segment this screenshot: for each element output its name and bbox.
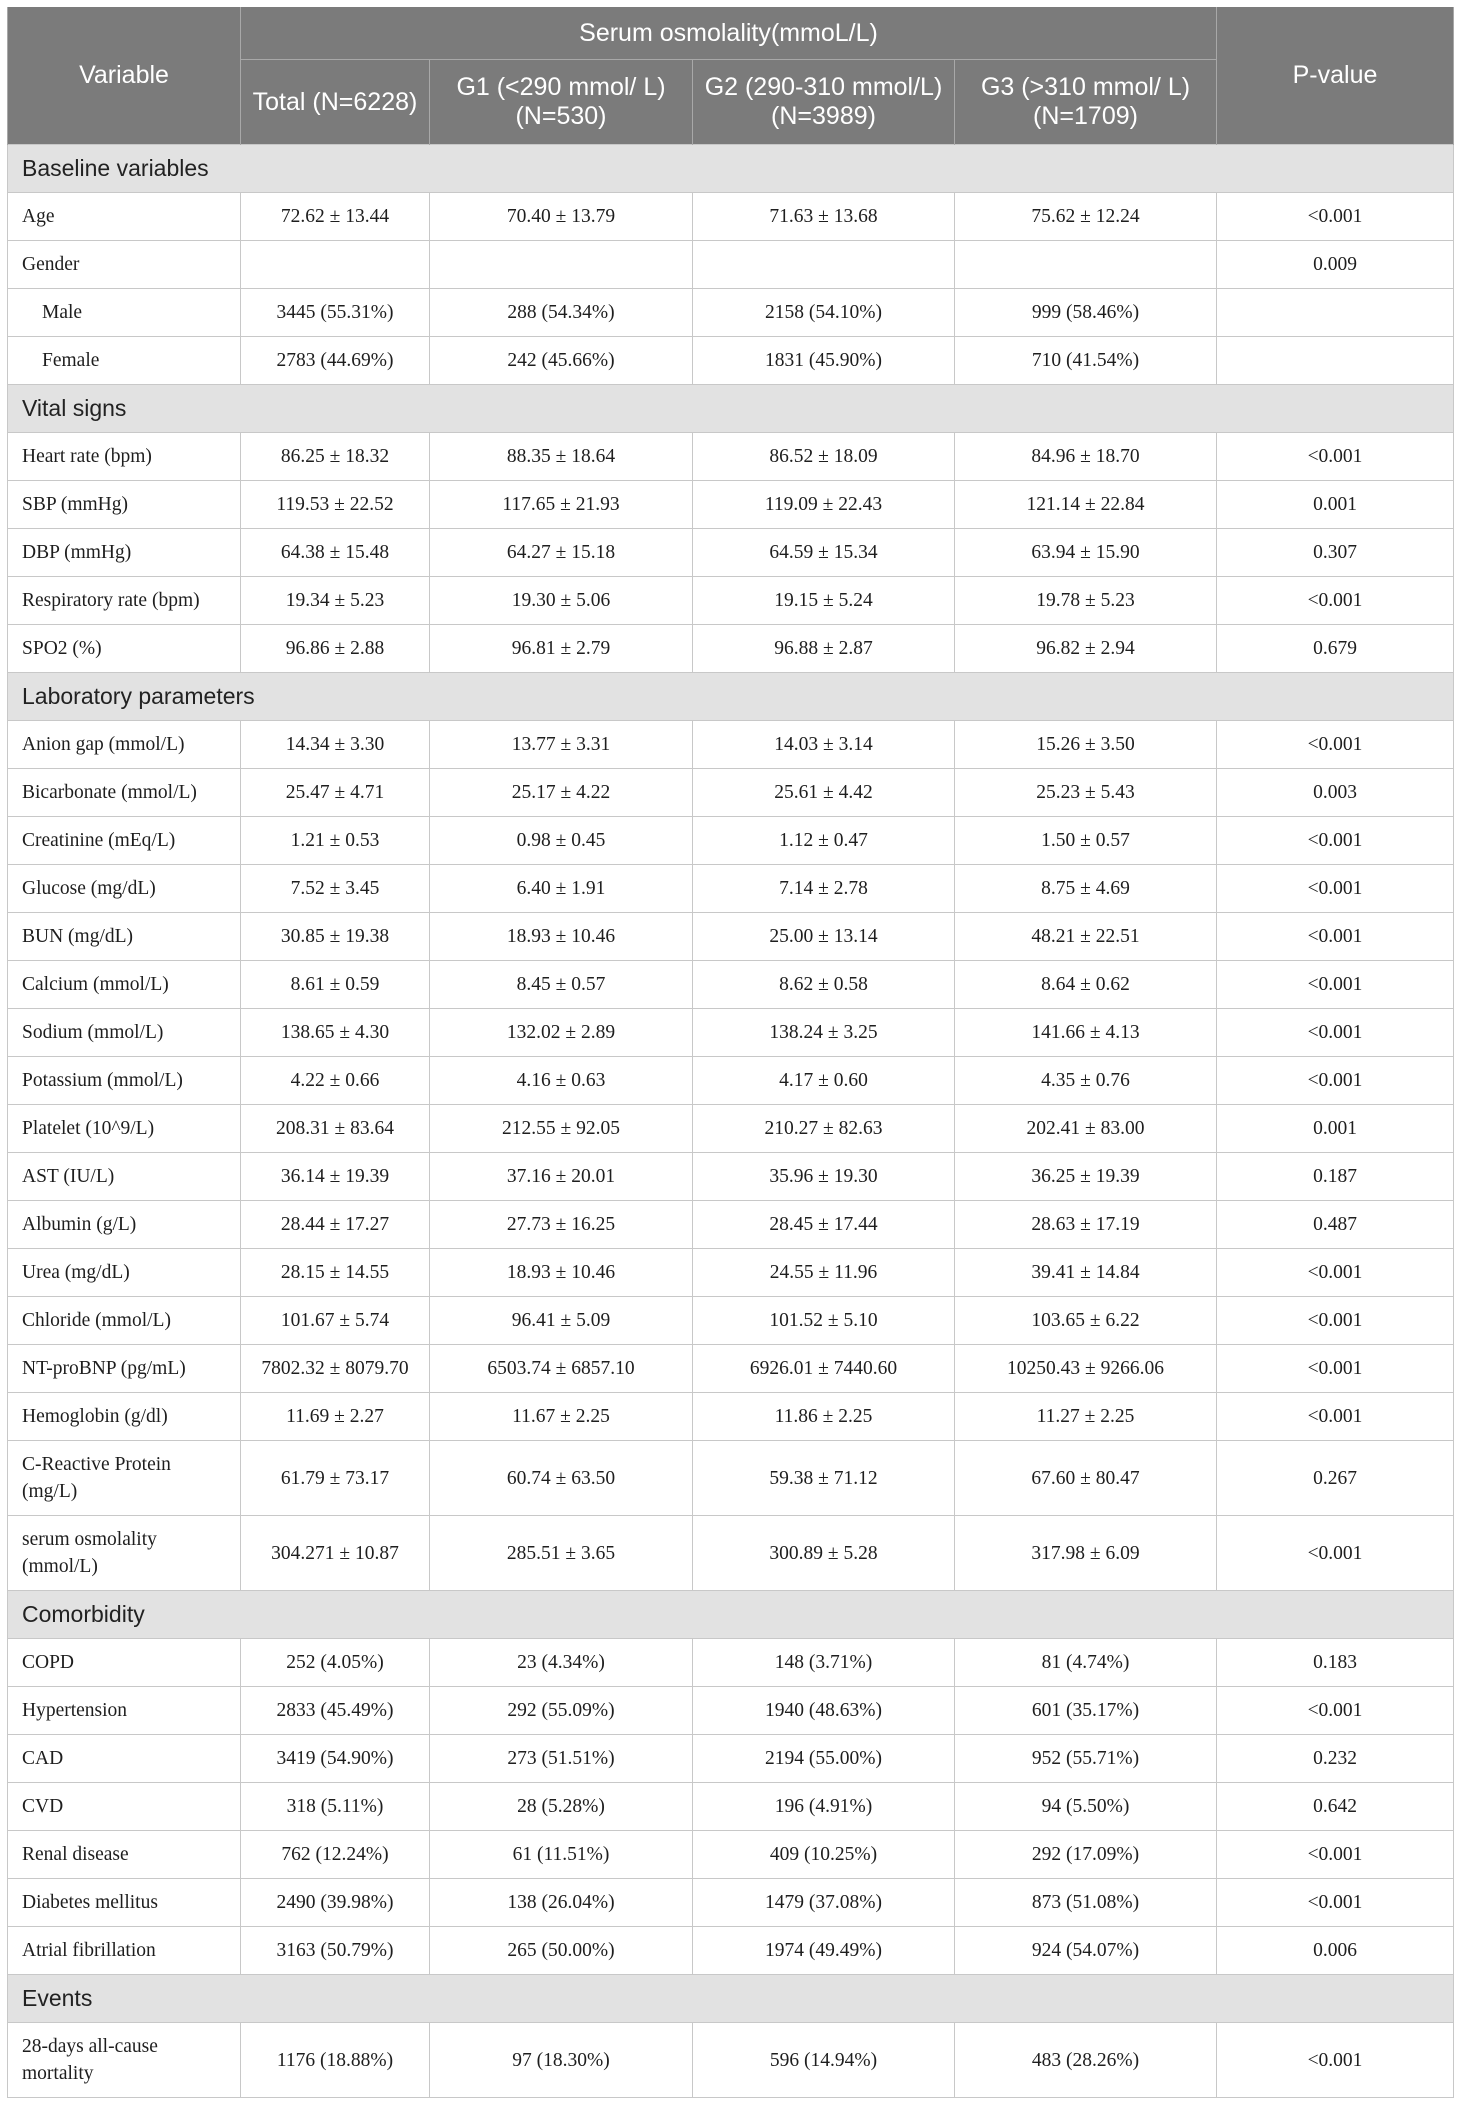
g1-cell: 60.74 ± 63.50 [430, 1441, 693, 1516]
variable-cell: Glucose (mg/dL) [8, 865, 241, 913]
g2-cell: 210.27 ± 82.63 [693, 1105, 955, 1153]
table-subrow [8, 289, 1454, 337]
p-value-cell [1217, 337, 1454, 385]
p-value-cell: 0.267 [1217, 1441, 1454, 1516]
section-row [8, 1975, 1454, 2023]
g3-cell: 873 (51.08%) [955, 1879, 1217, 1927]
section-heading: Comorbidity [8, 1591, 1454, 1639]
total-cell: 64.38 ± 15.48 [241, 529, 430, 577]
total-cell: 119.53 ± 22.52 [241, 481, 430, 529]
g3-cell: 25.23 ± 5.43 [955, 769, 1217, 817]
table-row [8, 433, 1454, 481]
g1-cell: 18.93 ± 10.46 [430, 913, 693, 961]
variable-cell: SBP (mmHg) [8, 481, 241, 529]
g2-cell: 1479 (37.08%) [693, 1879, 955, 1927]
variable-cell: Female [8, 337, 241, 385]
section-heading: Vital signs [8, 385, 1454, 433]
g1-cell: 117.65 ± 21.93 [430, 481, 693, 529]
g3-cell: 75.62 ± 12.24 [955, 193, 1217, 241]
g2-cell: 119.09 ± 22.43 [693, 481, 955, 529]
total-cell: 2490 (39.98%) [241, 1879, 430, 1927]
variable-cell: Potassium (mmol/L) [8, 1057, 241, 1105]
p-value-cell: 0.232 [1217, 1735, 1454, 1783]
table-row [8, 1297, 1454, 1345]
total-cell: 19.34 ± 5.23 [241, 577, 430, 625]
g1-cell: 18.93 ± 10.46 [430, 1249, 693, 1297]
table-row [8, 1201, 1454, 1249]
table-row [8, 1441, 1454, 1516]
g3-cell: 999 (58.46%) [955, 289, 1217, 337]
variable-cell: Sodium (mmol/L) [8, 1009, 241, 1057]
g3-cell: 292 (17.09%) [955, 1831, 1217, 1879]
total-cell [241, 241, 430, 289]
variable-cell: Calcium (mmol/L) [8, 961, 241, 1009]
g3-cell: 94 (5.50%) [955, 1783, 1217, 1831]
g1-cell: 13.77 ± 3.31 [430, 721, 693, 769]
p-value-cell: <0.001 [1217, 913, 1454, 961]
section-row [8, 673, 1454, 721]
total-cell: 30.85 ± 19.38 [241, 913, 430, 961]
variable-cell: Anion gap (mmol/L) [8, 721, 241, 769]
variable-cell: Atrial fibrillation [8, 1927, 241, 1975]
table-row [8, 769, 1454, 817]
total-cell: 1176 (18.88%) [241, 2023, 430, 2098]
g3-cell: 601 (35.17%) [955, 1687, 1217, 1735]
g1-cell: 6503.74 ± 6857.10 [430, 1345, 693, 1393]
variable-cell: Heart rate (bpm) [8, 433, 241, 481]
total-cell: 14.34 ± 3.30 [241, 721, 430, 769]
section-heading: Baseline variables [8, 145, 1454, 193]
g3-cell: 48.21 ± 22.51 [955, 913, 1217, 961]
section-heading: Laboratory parameters [8, 673, 1454, 721]
p-value-cell: 0.487 [1217, 1201, 1454, 1249]
g3-cell: 63.94 ± 15.90 [955, 529, 1217, 577]
g2-cell: 96.88 ± 2.87 [693, 625, 955, 673]
variable-cell: DBP (mmHg) [8, 529, 241, 577]
g3-cell: 121.14 ± 22.84 [955, 481, 1217, 529]
g2-cell: 6926.01 ± 7440.60 [693, 1345, 955, 1393]
p-value-cell: 0.642 [1217, 1783, 1454, 1831]
p-value-cell: 0.307 [1217, 529, 1454, 577]
g1-cell: 70.40 ± 13.79 [430, 193, 693, 241]
g2-cell: 138.24 ± 3.25 [693, 1009, 955, 1057]
column-header-total: Total (N=6228) [241, 60, 430, 145]
p-value-cell: <0.001 [1217, 1516, 1454, 1591]
variable-cell: Platelet (10^9/L) [8, 1105, 241, 1153]
g3-cell: 81 (4.74%) [955, 1639, 1217, 1687]
g3-cell: 11.27 ± 2.25 [955, 1393, 1217, 1441]
p-value-cell: 0.679 [1217, 625, 1454, 673]
total-cell: 28.44 ± 17.27 [241, 1201, 430, 1249]
g1-cell: 19.30 ± 5.06 [430, 577, 693, 625]
p-value-cell: <0.001 [1217, 1687, 1454, 1735]
g2-cell: 300.89 ± 5.28 [693, 1516, 955, 1591]
g2-cell: 1940 (48.63%) [693, 1687, 955, 1735]
variable-cell: Bicarbonate (mmol/L) [8, 769, 241, 817]
variable-cell: Renal disease [8, 1831, 241, 1879]
g1-cell: 27.73 ± 16.25 [430, 1201, 693, 1249]
variable-cell: Creatinine (mEq/L) [8, 817, 241, 865]
g3-cell: 1.50 ± 0.57 [955, 817, 1217, 865]
g2-cell: 2194 (55.00%) [693, 1735, 955, 1783]
g3-cell: 36.25 ± 19.39 [955, 1153, 1217, 1201]
section-row [8, 385, 1454, 433]
p-value-cell: <0.001 [1217, 1879, 1454, 1927]
variable-cell: C-Reactive Protein (mg/L) [8, 1441, 241, 1516]
g2-cell: 86.52 ± 18.09 [693, 433, 955, 481]
p-value-cell: 0.009 [1217, 241, 1454, 289]
table-row [8, 1879, 1454, 1927]
variable-header: Variable [8, 7, 241, 145]
g3-cell: 924 (54.07%) [955, 1927, 1217, 1975]
variable-cell: NT-proBNP (pg/mL) [8, 1345, 241, 1393]
g1-cell: 132.02 ± 2.89 [430, 1009, 693, 1057]
g1-cell: 292 (55.09%) [430, 1687, 693, 1735]
g1-cell: 37.16 ± 20.01 [430, 1153, 693, 1201]
g3-cell: 317.98 ± 6.09 [955, 1516, 1217, 1591]
g1-cell: 8.45 ± 0.57 [430, 961, 693, 1009]
table-row [8, 2023, 1454, 2098]
table-row [8, 913, 1454, 961]
p-value-cell: <0.001 [1217, 1393, 1454, 1441]
table-row [8, 1393, 1454, 1441]
total-cell: 138.65 ± 4.30 [241, 1009, 430, 1057]
g1-cell: 288 (54.34%) [430, 289, 693, 337]
g3-cell: 19.78 ± 5.23 [955, 577, 1217, 625]
total-cell: 208.31 ± 83.64 [241, 1105, 430, 1153]
g1-cell: 23 (4.34%) [430, 1639, 693, 1687]
g3-cell: 96.82 ± 2.94 [955, 625, 1217, 673]
g3-cell: 15.26 ± 3.50 [955, 721, 1217, 769]
table-row [8, 1687, 1454, 1735]
table-row [8, 625, 1454, 673]
p-value-cell: <0.001 [1217, 865, 1454, 913]
g1-cell: 96.81 ± 2.79 [430, 625, 693, 673]
table-row [8, 1831, 1454, 1879]
g1-cell [430, 241, 693, 289]
table-row [8, 481, 1454, 529]
g3-cell: 483 (28.26%) [955, 2023, 1217, 2098]
column-header-g3: G3 (>310 mmol/ L) (N=1709) [955, 60, 1217, 145]
baseline-characteristics-table [7, 7, 1454, 2098]
table-subrow [8, 337, 1454, 385]
p-value-cell: <0.001 [1217, 577, 1454, 625]
table-row [8, 1105, 1454, 1153]
g3-cell: 39.41 ± 14.84 [955, 1249, 1217, 1297]
p-value-cell: <0.001 [1217, 721, 1454, 769]
g2-cell: 409 (10.25%) [693, 1831, 955, 1879]
table-row [8, 529, 1454, 577]
total-cell: 8.61 ± 0.59 [241, 961, 430, 1009]
g2-cell: 11.86 ± 2.25 [693, 1393, 955, 1441]
g1-cell: 28 (5.28%) [430, 1783, 693, 1831]
table-row [8, 1009, 1454, 1057]
g1-cell: 11.67 ± 2.25 [430, 1393, 693, 1441]
total-cell: 304.271 ± 10.87 [241, 1516, 430, 1591]
g2-cell: 2158 (54.10%) [693, 289, 955, 337]
g1-cell: 273 (51.51%) [430, 1735, 693, 1783]
g1-cell: 4.16 ± 0.63 [430, 1057, 693, 1105]
total-cell: 2783 (44.69%) [241, 337, 430, 385]
total-cell: 101.67 ± 5.74 [241, 1297, 430, 1345]
table-row [8, 193, 1454, 241]
p-value-cell: <0.001 [1217, 1057, 1454, 1105]
section-row [8, 1591, 1454, 1639]
g2-cell: 24.55 ± 11.96 [693, 1249, 955, 1297]
g2-cell: 8.62 ± 0.58 [693, 961, 955, 1009]
g2-cell: 101.52 ± 5.10 [693, 1297, 955, 1345]
variable-cell: Diabetes mellitus [8, 1879, 241, 1927]
p-value-cell: <0.001 [1217, 1249, 1454, 1297]
g3-cell: 10250.43 ± 9266.06 [955, 1345, 1217, 1393]
p-value-cell: <0.001 [1217, 961, 1454, 1009]
g1-cell: 285.51 ± 3.65 [430, 1516, 693, 1591]
column-header-g2: G2 (290-310 mmol/L) (N=3989) [693, 60, 955, 145]
total-cell: 3419 (54.90%) [241, 1735, 430, 1783]
table-row [8, 865, 1454, 913]
g2-cell: 1974 (49.49%) [693, 1927, 955, 1975]
variable-cell: Chloride (mmol/L) [8, 1297, 241, 1345]
variable-cell: Age [8, 193, 241, 241]
g2-cell: 25.61 ± 4.42 [693, 769, 955, 817]
total-cell: 318 (5.11%) [241, 1783, 430, 1831]
variable-cell: CVD [8, 1783, 241, 1831]
table-row [8, 961, 1454, 1009]
variable-cell: Hemoglobin (g/dl) [8, 1393, 241, 1441]
g2-cell: 71.63 ± 13.68 [693, 193, 955, 241]
p-value-cell: <0.001 [1217, 1831, 1454, 1879]
g2-cell: 64.59 ± 15.34 [693, 529, 955, 577]
serum-osmolality-group-header: Serum osmolality(mmoL/L) [241, 7, 1217, 60]
p-value-cell: <0.001 [1217, 193, 1454, 241]
total-cell: 25.47 ± 4.71 [241, 769, 430, 817]
g2-cell: 19.15 ± 5.24 [693, 577, 955, 625]
table-row [8, 1927, 1454, 1975]
g2-cell: 28.45 ± 17.44 [693, 1201, 955, 1249]
p-value-cell: <0.001 [1217, 2023, 1454, 2098]
variable-cell: serum osmolality (mmol/L) [8, 1516, 241, 1591]
table-row [8, 1639, 1454, 1687]
variable-cell: BUN (mg/dL) [8, 913, 241, 961]
variable-cell: Hypertension [8, 1687, 241, 1735]
g2-cell: 35.96 ± 19.30 [693, 1153, 955, 1201]
g1-cell: 61 (11.51%) [430, 1831, 693, 1879]
g2-cell: 1.12 ± 0.47 [693, 817, 955, 865]
g1-cell: 6.40 ± 1.91 [430, 865, 693, 913]
p-value-header: P-value [1217, 7, 1454, 145]
table-row [8, 1057, 1454, 1105]
g2-cell [693, 241, 955, 289]
g2-cell: 596 (14.94%) [693, 2023, 955, 2098]
g1-cell: 0.98 ± 0.45 [430, 817, 693, 865]
g1-cell: 138 (26.04%) [430, 1879, 693, 1927]
variable-cell: Respiratory rate (bpm) [8, 577, 241, 625]
p-value-cell: <0.001 [1217, 1345, 1454, 1393]
table-row [8, 577, 1454, 625]
p-value-cell: 0.006 [1217, 1927, 1454, 1975]
total-cell: 96.86 ± 2.88 [241, 625, 430, 673]
g1-cell: 64.27 ± 15.18 [430, 529, 693, 577]
p-value-cell: <0.001 [1217, 1009, 1454, 1057]
p-value-cell: <0.001 [1217, 1297, 1454, 1345]
p-value-cell [1217, 289, 1454, 337]
g2-cell: 148 (3.71%) [693, 1639, 955, 1687]
total-cell: 11.69 ± 2.27 [241, 1393, 430, 1441]
g2-cell: 196 (4.91%) [693, 1783, 955, 1831]
total-cell: 86.25 ± 18.32 [241, 433, 430, 481]
total-cell: 1.21 ± 0.53 [241, 817, 430, 865]
total-cell: 2833 (45.49%) [241, 1687, 430, 1735]
p-value-cell: <0.001 [1217, 817, 1454, 865]
p-value-cell: 0.001 [1217, 481, 1454, 529]
g3-cell: 202.41 ± 83.00 [955, 1105, 1217, 1153]
p-value-cell: 0.183 [1217, 1639, 1454, 1687]
g2-cell: 59.38 ± 71.12 [693, 1441, 955, 1516]
g1-cell: 97 (18.30%) [430, 2023, 693, 2098]
p-value-cell: 0.003 [1217, 769, 1454, 817]
p-value-cell: 0.001 [1217, 1105, 1454, 1153]
table-row [8, 1516, 1454, 1591]
total-cell: 28.15 ± 14.55 [241, 1249, 430, 1297]
g1-cell: 242 (45.66%) [430, 337, 693, 385]
total-cell: 36.14 ± 19.39 [241, 1153, 430, 1201]
g3-cell: 710 (41.54%) [955, 337, 1217, 385]
g1-cell: 96.41 ± 5.09 [430, 1297, 693, 1345]
g2-cell: 1831 (45.90%) [693, 337, 955, 385]
variable-cell: Albumin (g/L) [8, 1201, 241, 1249]
g2-cell: 4.17 ± 0.60 [693, 1057, 955, 1105]
variable-cell: 28-days all-cause mortality [8, 2023, 241, 2098]
variable-cell: CAD [8, 1735, 241, 1783]
total-cell: 3445 (55.31%) [241, 289, 430, 337]
total-cell: 3163 (50.79%) [241, 1927, 430, 1975]
total-cell: 7802.32 ± 8079.70 [241, 1345, 430, 1393]
g2-cell: 7.14 ± 2.78 [693, 865, 955, 913]
table-header [8, 7, 1454, 145]
total-cell: 762 (12.24%) [241, 1831, 430, 1879]
total-cell: 7.52 ± 3.45 [241, 865, 430, 913]
g3-cell: 4.35 ± 0.76 [955, 1057, 1217, 1105]
g3-cell: 8.64 ± 0.62 [955, 961, 1217, 1009]
g3-cell: 8.75 ± 4.69 [955, 865, 1217, 913]
total-cell: 252 (4.05%) [241, 1639, 430, 1687]
table-row [8, 241, 1454, 289]
section-row [8, 145, 1454, 193]
g3-cell: 67.60 ± 80.47 [955, 1441, 1217, 1516]
variable-cell: SPO2 (%) [8, 625, 241, 673]
table-row [8, 1153, 1454, 1201]
variable-cell: Urea (mg/dL) [8, 1249, 241, 1297]
variable-cell: Male [8, 289, 241, 337]
table-body [8, 145, 1454, 2098]
variable-cell: AST (IU/L) [8, 1153, 241, 1201]
column-header-g1: G1 (<290 mmol/ L) (N=530) [430, 60, 693, 145]
g1-cell: 25.17 ± 4.22 [430, 769, 693, 817]
g3-cell [955, 241, 1217, 289]
g3-cell: 28.63 ± 17.19 [955, 1201, 1217, 1249]
table-row [8, 1345, 1454, 1393]
total-cell: 72.62 ± 13.44 [241, 193, 430, 241]
g1-cell: 88.35 ± 18.64 [430, 433, 693, 481]
g3-cell: 103.65 ± 6.22 [955, 1297, 1217, 1345]
variable-cell: Gender [8, 241, 241, 289]
p-value-cell: <0.001 [1217, 433, 1454, 481]
table-row [8, 817, 1454, 865]
g2-cell: 25.00 ± 13.14 [693, 913, 955, 961]
g1-cell: 212.55 ± 92.05 [430, 1105, 693, 1153]
variable-cell: COPD [8, 1639, 241, 1687]
g3-cell: 952 (55.71%) [955, 1735, 1217, 1783]
table-row [8, 1735, 1454, 1783]
table-row [8, 1249, 1454, 1297]
g3-cell: 141.66 ± 4.13 [955, 1009, 1217, 1057]
p-value-cell: 0.187 [1217, 1153, 1454, 1201]
section-heading: Events [8, 1975, 1454, 2023]
g3-cell: 84.96 ± 18.70 [955, 433, 1217, 481]
total-cell: 4.22 ± 0.66 [241, 1057, 430, 1105]
table-row [8, 1783, 1454, 1831]
g2-cell: 14.03 ± 3.14 [693, 721, 955, 769]
total-cell: 61.79 ± 73.17 [241, 1441, 430, 1516]
table-row [8, 721, 1454, 769]
g1-cell: 265 (50.00%) [430, 1927, 693, 1975]
